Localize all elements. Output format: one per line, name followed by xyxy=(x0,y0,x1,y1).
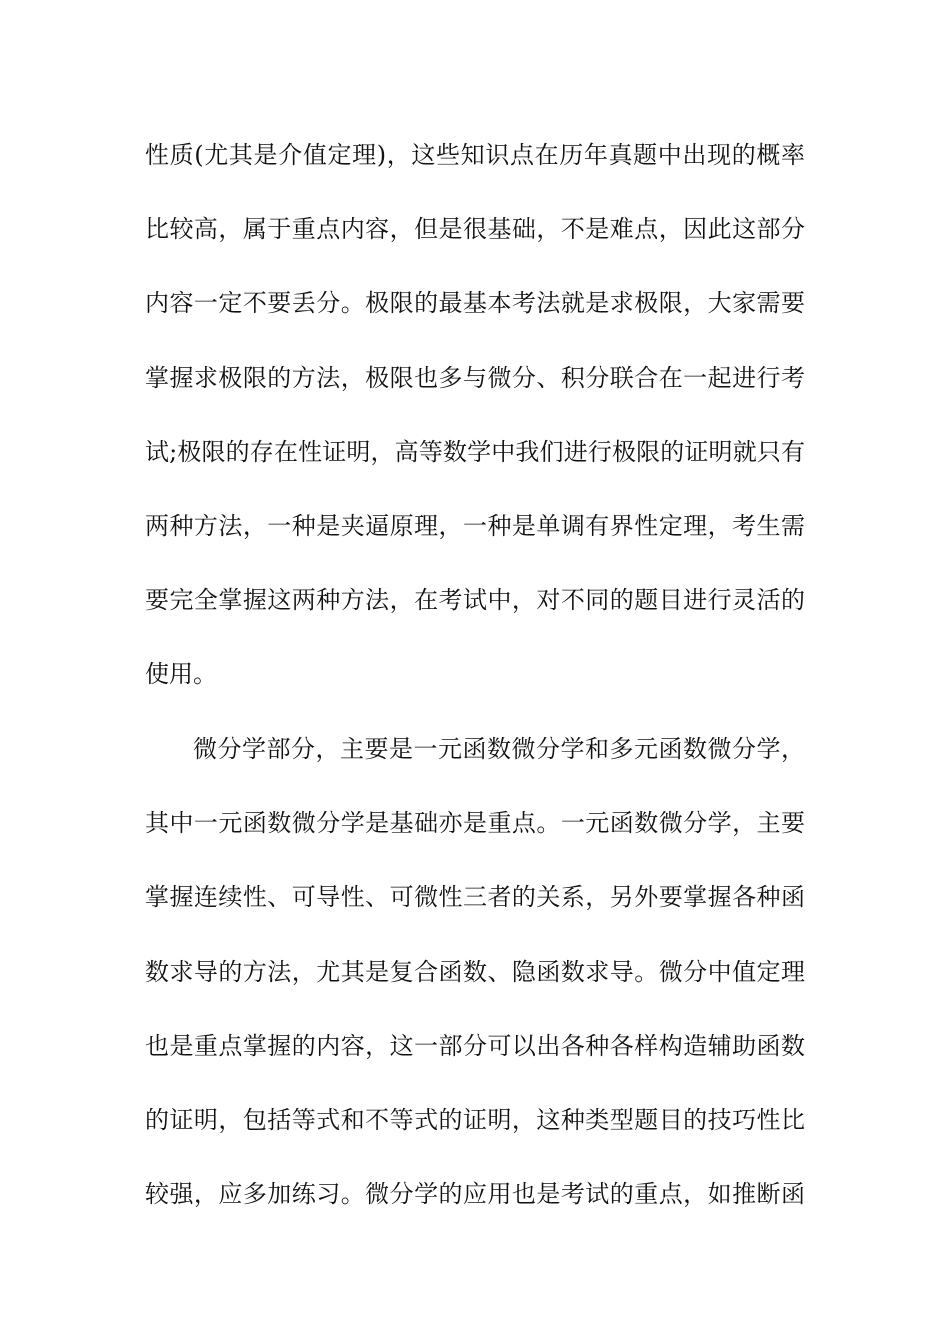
text-line: 掌握连续性、可导性、可微性三者的关系，另外要掌握各种函 xyxy=(145,883,805,911)
text-line: 使用。 xyxy=(145,660,217,688)
text-line: 内容一定不要丢分。极限的最基本考法就是求极限，大家需要 xyxy=(145,289,805,317)
text-line: 数求导的方法，尤其是复合函数、隐函数求导。微分中值定理 xyxy=(145,958,805,986)
text-line: 其中一元函数微分学是基础亦是重点。一元函数微分学，主要 xyxy=(145,809,805,837)
text-line: 试;极限的存在性证明，高等数学中我们进行极限的证明就只有 xyxy=(145,438,805,466)
text-line: 性质(尤其是介值定理)，这些知识点在历年真题中出现的概率 xyxy=(145,141,805,169)
text-line: 也是重点掌握的内容，这一部分可以出各种各样构造辅助函数 xyxy=(145,1032,805,1060)
text-line: 较强，应多加练习。微分学的应用也是考试的重点，如推断函 xyxy=(145,1180,805,1208)
text-line: 比较高，属于重点内容，但是很基础，不是难点，因此这部分 xyxy=(145,215,805,243)
text-line: 的证明，包括等式和不等式的证明，这种类型题目的技巧性比 xyxy=(145,1106,805,1134)
text-line: 两种方法，一种是夹逼原理，一种是单调有界性定理，考生需 xyxy=(145,512,805,540)
text-line: 微分学部分，主要是一元函数微分学和多元函数微分学， xyxy=(193,735,805,763)
text-line: 掌握求极限的方法，极限也多与微分、积分联合在一起进行考 xyxy=(145,364,805,392)
text-line: 要完全掌握这两种方法，在考试中，对不同的题目进行灵活的 xyxy=(145,586,805,614)
